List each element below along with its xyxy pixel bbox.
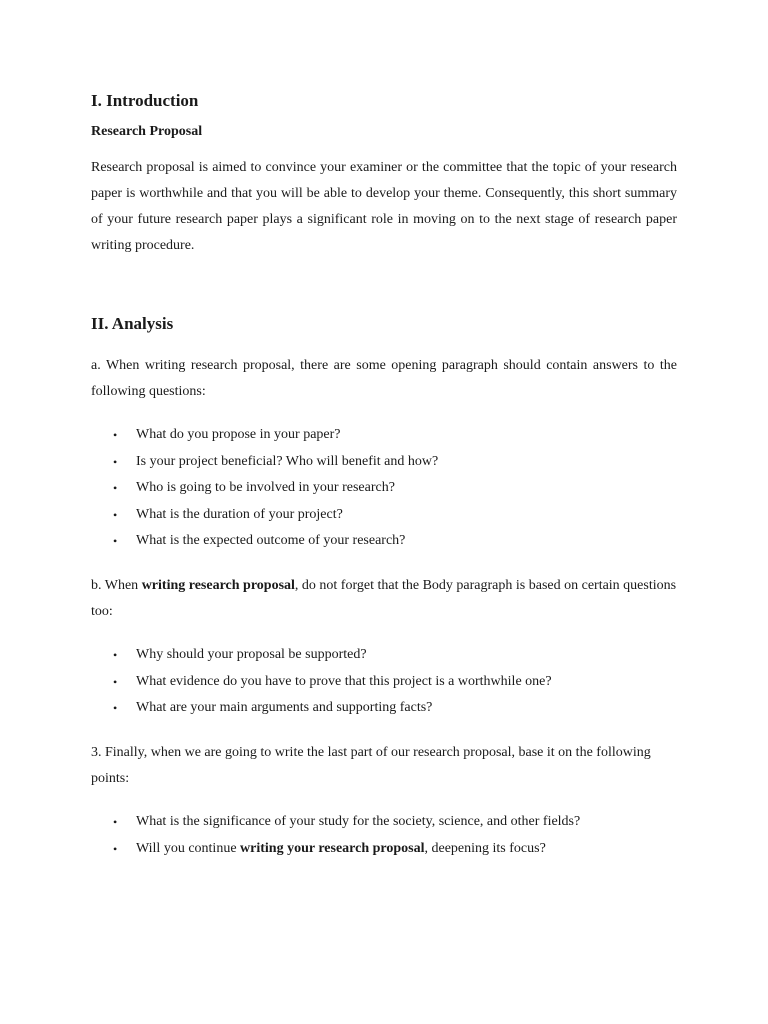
list-item-text-suffix: , deepening its focus? <box>424 840 546 856</box>
bullet-icon: • <box>113 428 118 442</box>
list-item <box>91 695 552 722</box>
bullet-icon: • <box>113 841 118 856</box>
introduction-heading: I. Introduction <box>91 91 199 110</box>
list-item-text: What are your main arguments and supporting facts? <box>136 700 433 715</box>
section-b-intro-bold: writing research proposal <box>141 578 295 593</box>
list-item-text: What do you propose in your paper? <box>136 427 341 442</box>
bullet-icon: • <box>113 534 118 548</box>
section-a-intro: a. When writing research proposal, there are some opening paragraph should contain answers to the following questions: <box>91 358 677 399</box>
list-item-text: What evidence do you have to prove that this project is a worthwhile one? <box>136 673 552 689</box>
list-item <box>91 836 580 863</box>
bullet-icon: • <box>113 454 118 469</box>
list-item-text: Who is going to be involved in your research? <box>136 480 395 495</box>
list-item <box>91 669 552 696</box>
research-proposal-subheading: Research Proposal <box>91 124 203 139</box>
bullet-icon: • <box>113 481 118 495</box>
section-b-intro-prefix: b. When <box>91 578 142 593</box>
bullet-icon: • <box>113 815 118 829</box>
section-b-intro <box>91 573 677 625</box>
analysis-heading: II. Analysis <box>91 314 174 333</box>
list-item <box>91 809 580 836</box>
list-item-text: Why should your proposal be supported? <box>136 647 367 662</box>
section-c-list <box>91 809 580 862</box>
section-b-list <box>91 642 552 722</box>
list-item-text-prefix: Will you continue <box>136 840 241 856</box>
introduction-paragraph: Research proposal is aimed to convince your examiner or the committee that the topic of your research paper is worthwhile and that you will be able to develop your theme. Consequently, this short summary of your future research paper plays a significant role in moving on to the next stage of research paper writing procedure. <box>91 160 677 253</box>
list-item <box>91 422 438 449</box>
list-item-text: What is the significance of your study for the society, science, and other fields? <box>136 814 581 829</box>
list-item <box>91 475 438 502</box>
bullet-icon: • <box>113 507 118 522</box>
list-item-text: What is the duration of your project? <box>136 506 343 522</box>
bullet-icon: • <box>113 701 118 715</box>
bullet-icon: • <box>113 674 118 689</box>
section-a-list <box>91 422 438 555</box>
list-item <box>91 502 438 529</box>
section-c-intro: 3. Finally, when we are going to write the last part of our research proposal, base it on the following points: <box>91 745 651 786</box>
bullet-icon: • <box>113 648 118 662</box>
section-b-intro-suffix: , do not forget that the Body paragraph is based on certain questions too: <box>91 578 677 619</box>
list-item-text: What is the expected outcome of your research? <box>136 533 406 548</box>
list-item <box>91 449 438 476</box>
list-item-text: Is your project beneficial? Who will benefit and how? <box>136 453 439 469</box>
list-item <box>91 528 438 555</box>
list-item-text-bold: writing your research proposal <box>240 840 425 856</box>
list-item <box>91 642 552 669</box>
